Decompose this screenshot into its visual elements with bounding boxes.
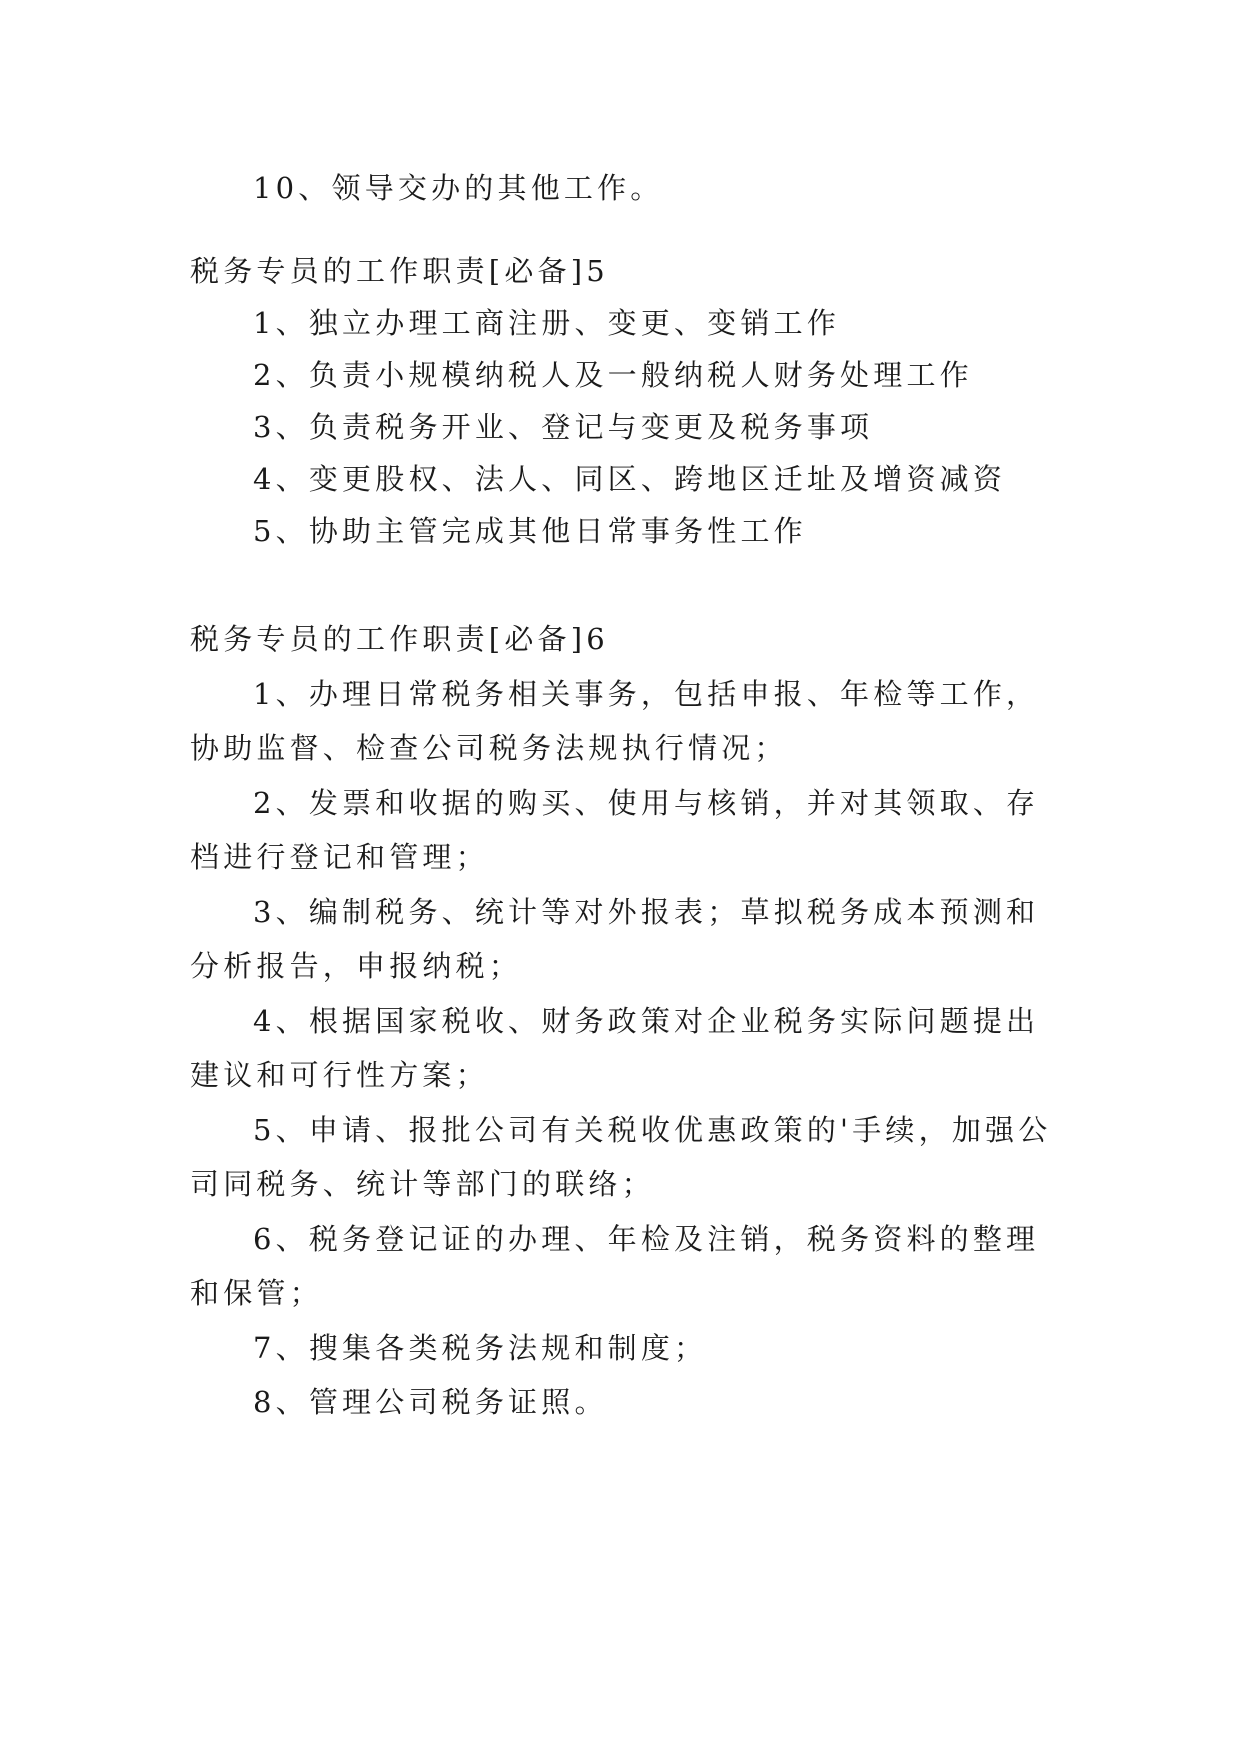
list-item: 1、办理日常税务相关事务，包括申报、年检等工作， xyxy=(253,677,1040,711)
section-heading: 税务专员的工作职责[必备]5 xyxy=(190,254,609,288)
list-item-continuation: 协助监督、检查公司税务法规执行情况； xyxy=(190,731,788,765)
section-heading: 税务专员的工作职责[必备]6 xyxy=(190,622,609,656)
list-item-continuation: 司同税务、统计等部门的联络； xyxy=(190,1167,655,1201)
list-item: 3、负责税务开业、登记与变更及税务事项 xyxy=(253,410,874,444)
list-item-continuation: 分析报告，申报纳税； xyxy=(190,949,523,983)
list-item: 2、负责小规模纳税人及一般纳税人财务处理工作 xyxy=(253,358,973,392)
list-item: 5、协助主管完成其他日常事务性工作 xyxy=(253,514,807,548)
list-item: 10、领导交办的其他工作。 xyxy=(253,171,664,205)
list-item-continuation: 和保管； xyxy=(190,1276,323,1310)
list-item: 5、申请、报批公司有关税收优惠政策的'手续，加强公 xyxy=(253,1113,1052,1147)
list-item-continuation: 建议和可行性方案； xyxy=(190,1058,489,1092)
list-item: 4、根据国家税收、财务政策对企业税务实际问题提出 xyxy=(253,1004,1040,1038)
list-item: 1、独立办理工商注册、变更、变销工作 xyxy=(253,306,841,340)
list-item: 2、发票和收据的购买、使用与核销，并对其领取、存 xyxy=(253,786,1040,820)
list-item: 6、税务登记证的办理、年检及注销，税务资料的整理 xyxy=(253,1222,1040,1256)
list-item-continuation: 档进行登记和管理； xyxy=(190,840,489,874)
list-item: 8、管理公司税务证照。 xyxy=(253,1385,608,1419)
list-item: 3、编制税务、统计等对外报表；草拟税务成本预测和 xyxy=(253,895,1040,929)
list-item: 7、搜集各类税务法规和制度； xyxy=(253,1331,708,1365)
list-item: 4、变更股权、法人、同区、跨地区迁址及增资减资 xyxy=(253,462,1007,496)
